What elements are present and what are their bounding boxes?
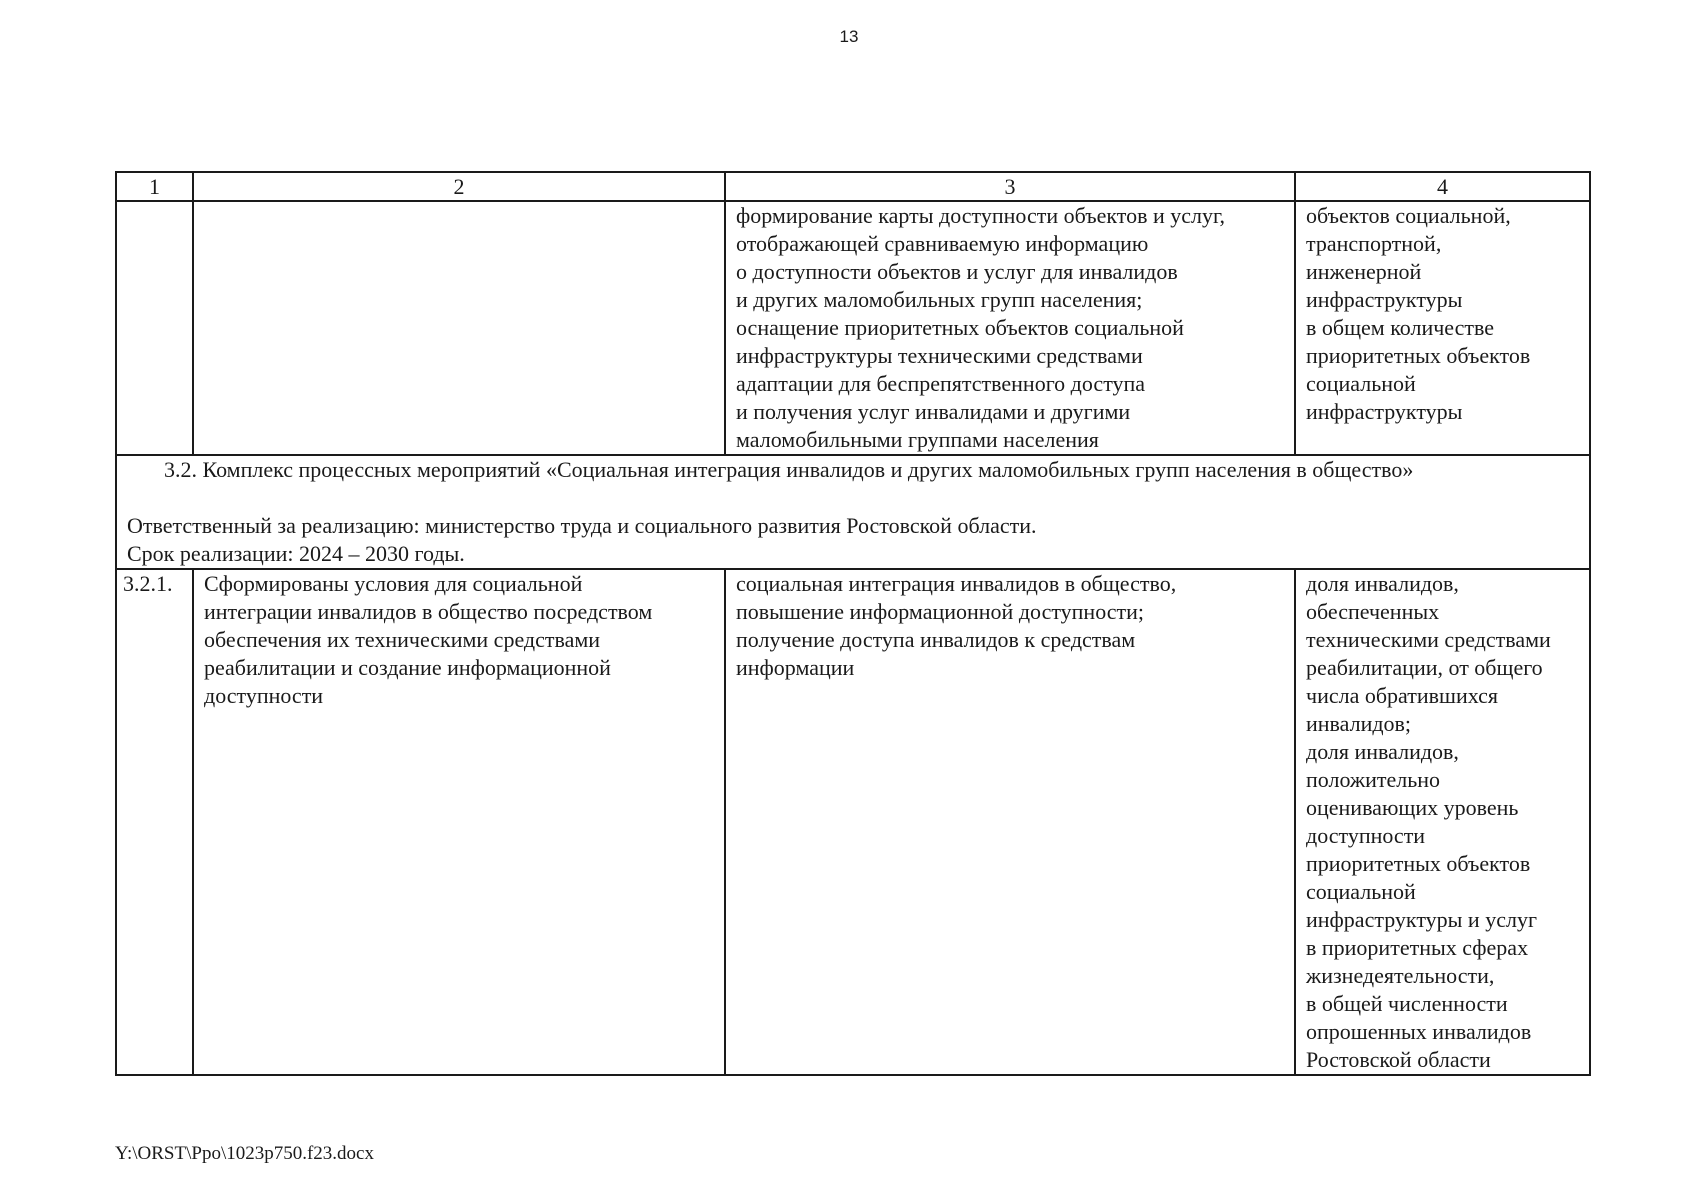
measures-table xyxy=(115,171,1591,1076)
text-line: Сформированы условия для социальной xyxy=(204,571,583,596)
text-line: доступности xyxy=(204,683,324,708)
text-line: оценивающих уровень xyxy=(1306,795,1519,820)
text-line: инфраструктуры техническими средствами xyxy=(736,343,1143,368)
text-line: социальной xyxy=(1306,879,1416,904)
text-line: инфраструктуры xyxy=(1306,287,1463,312)
text-line: приоритетных объектов xyxy=(1306,851,1531,876)
text-line: формирование карты доступности объектов и услуг, xyxy=(736,203,1226,228)
section-responsible: Ответственный за реализацию: министерство труда и социального развития Ростовской области. xyxy=(127,513,1037,538)
continued-description-cell xyxy=(725,201,1295,455)
page-number: 13 xyxy=(839,27,859,46)
row-description-cell xyxy=(725,569,1295,1075)
text-line: инвалидов; xyxy=(1306,711,1412,736)
column-header-1: 1 xyxy=(116,172,193,201)
text-line: и других маломобильных групп населения; xyxy=(736,287,1143,312)
continued-task-cell xyxy=(193,201,725,455)
text-line: обеспечения их техническими средствами xyxy=(204,627,601,652)
row-number: 3.2.1. xyxy=(116,569,193,1075)
text-line: маломобильными группами населения xyxy=(736,427,1099,452)
column-header-4: 4 xyxy=(1295,172,1590,201)
table-row-3-2-1 xyxy=(116,569,1590,1075)
footer-file-path: Y:\ORST\Ppo\1023p750.f23.docx xyxy=(115,1143,374,1164)
continued-number-cell xyxy=(116,201,193,455)
text-line: жизнедеятельности, xyxy=(1306,963,1495,988)
text-line: и получения услуг инвалидами и другими xyxy=(736,399,1131,424)
text-line: доля инвалидов, xyxy=(1306,571,1459,596)
text-line: опрошенных инвалидов xyxy=(1306,1019,1532,1044)
text-line: реабилитации, от общего xyxy=(1306,655,1543,680)
text-line: доля инвалидов, xyxy=(1306,739,1459,764)
text-line: реабилитации и создание информационной xyxy=(204,655,611,680)
section-period: Срок реализации: 2024 – 2030 годы. xyxy=(127,541,465,566)
text-line: положительно xyxy=(1306,767,1441,792)
text-line: повышение информационной доступности; xyxy=(736,599,1145,624)
text-line: объектов социальной, xyxy=(1306,203,1511,228)
text-line: в общем количестве xyxy=(1306,315,1495,340)
text-line: инфраструктуры и услуг xyxy=(1306,907,1537,932)
text-line: оснащение приоритетных объектов социальной xyxy=(736,315,1184,340)
text-line: социальная интеграция инвалидов в общество, xyxy=(736,571,1177,596)
section-row xyxy=(116,455,1590,569)
text-line: приоритетных объектов xyxy=(1306,343,1531,368)
continued-indicator-cell xyxy=(1295,201,1590,455)
table-row-continued xyxy=(116,201,1590,455)
text-line: техническими средствами xyxy=(1306,627,1551,652)
text-line: получение доступа инвалидов к средствам xyxy=(736,627,1136,652)
text-line: информации xyxy=(736,655,855,680)
text-line: числа обратившихся xyxy=(1306,683,1498,708)
column-header-2: 2 xyxy=(193,172,725,201)
text-line: отображающей сравниваемую информацию xyxy=(736,231,1149,256)
section-spacer xyxy=(127,484,1579,512)
text-line: социальной xyxy=(1306,371,1416,396)
text-line: инфраструктуры xyxy=(1306,399,1463,424)
text-line: интеграции инвалидов в общество посредством xyxy=(204,599,653,624)
text-line: адаптации для беспрепятственного доступа xyxy=(736,371,1146,396)
section-title: 3.2. Комплекс процессных мероприятий «Социальная интеграция инвалидов и других маломобильных групп населения в общество» xyxy=(164,457,1414,482)
text-line: доступности xyxy=(1306,823,1426,848)
text-line: о доступности объектов и услуг для инвалидов xyxy=(736,259,1178,284)
table-header-row xyxy=(116,172,1590,201)
row-indicator-cell xyxy=(1295,569,1590,1075)
column-header-3: 3 xyxy=(725,172,1295,201)
text-line: в общей численности xyxy=(1306,991,1508,1016)
row-task-cell xyxy=(193,569,725,1075)
text-line: инженерной xyxy=(1306,259,1422,284)
section-cell xyxy=(116,455,1590,569)
text-line: обеспеченных xyxy=(1306,599,1440,624)
text-line: транспортной, xyxy=(1306,231,1442,256)
text-line: в приоритетных сферах xyxy=(1306,935,1529,960)
text-line: Ростовской области xyxy=(1306,1047,1491,1072)
